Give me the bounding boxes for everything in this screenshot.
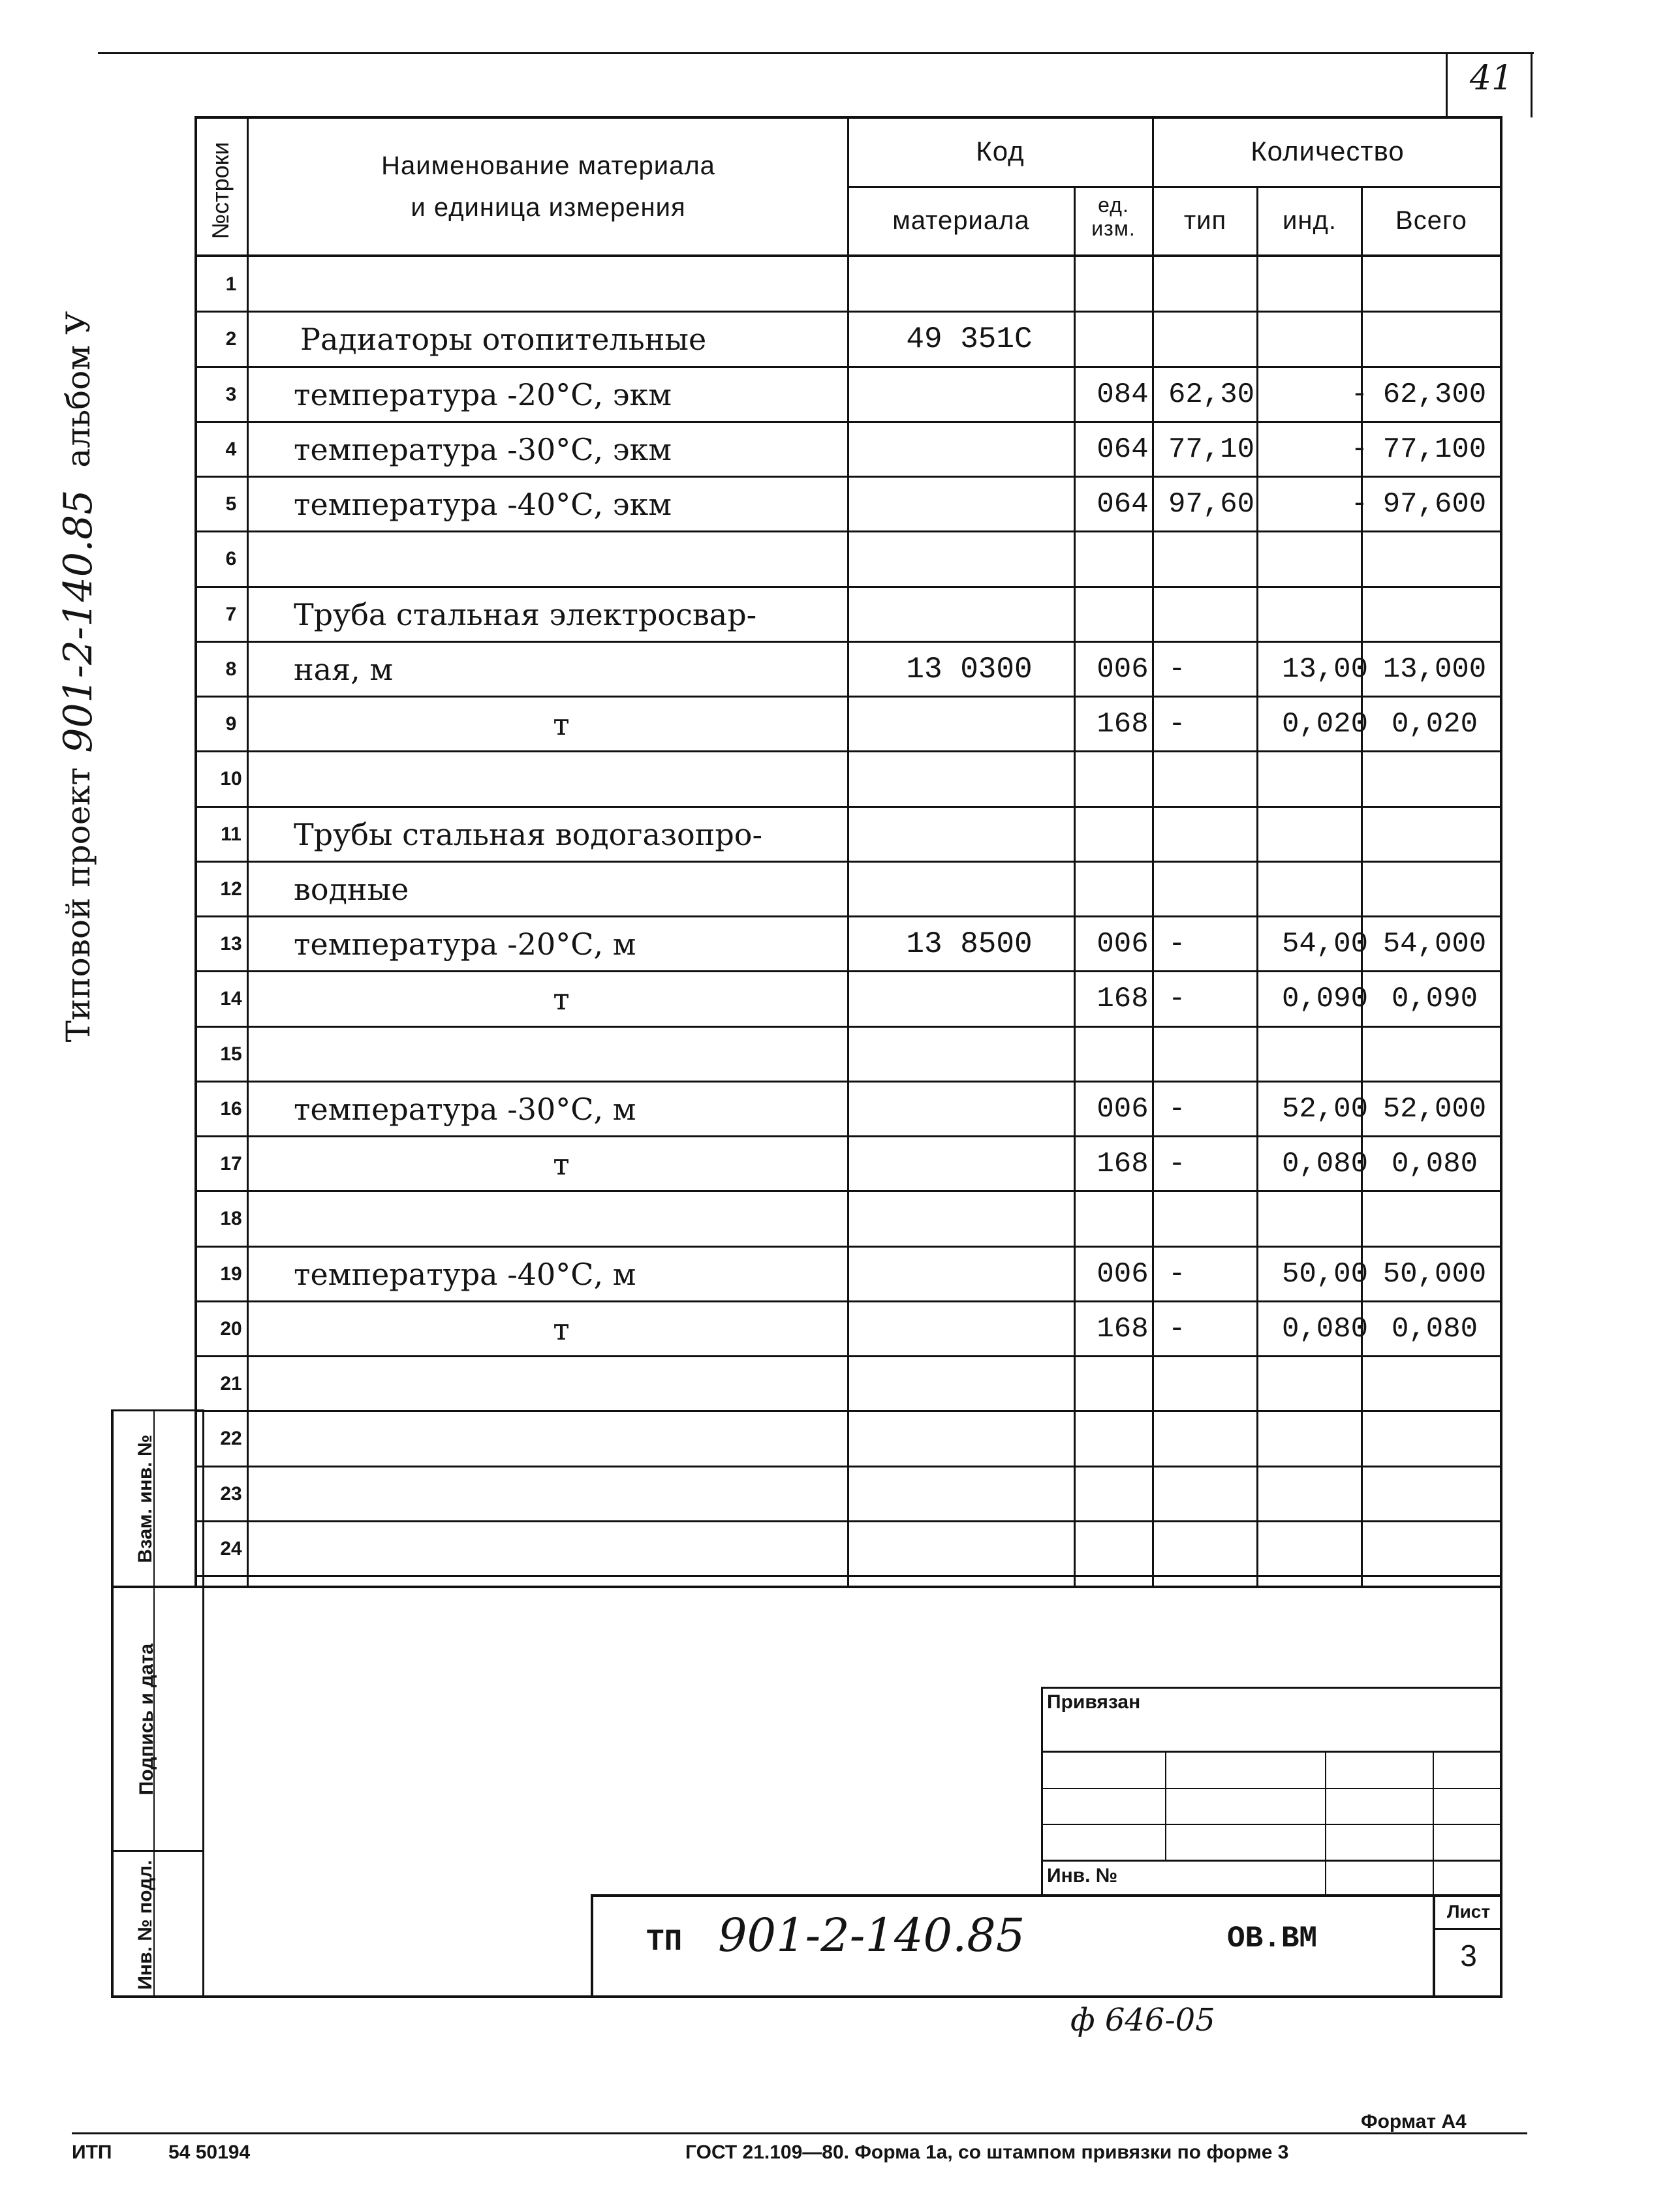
qty-ind: - (1350, 488, 1368, 521)
header-code-unit: ед. изм. (1091, 193, 1136, 240)
qty-ind: 0,020 (1281, 708, 1368, 741)
row-separator (195, 1575, 1501, 1577)
qty-type (1163, 752, 1271, 806)
margin-album-text: альбом У (59, 311, 97, 468)
row-number: 23 (220, 1482, 242, 1505)
material-code (855, 862, 1083, 917)
footer-line (72, 2132, 1527, 2134)
material-name: температура -40°С, м (294, 1256, 636, 1292)
qty-total: 0,080 (1391, 1148, 1478, 1181)
table-row (202, 587, 1501, 642)
title-prefix: ТП (646, 1925, 683, 1959)
material-code (855, 1247, 1083, 1302)
material-code: 13 8500 (906, 927, 1033, 962)
material-code (855, 532, 1083, 587)
qty-ind (1268, 587, 1372, 642)
qty-total: 50,000 (1382, 1257, 1487, 1291)
qty-total: 97,600 (1382, 488, 1487, 521)
title-block-top (591, 1894, 1502, 1897)
unit-code (1083, 587, 1162, 642)
qty-type (1163, 1522, 1271, 1576)
qty-total (1369, 862, 1500, 917)
material-name: ная, м (294, 651, 394, 687)
row-number: 6 (225, 548, 237, 570)
qty-ind: 52,00 (1281, 1092, 1368, 1126)
qty-total (1369, 807, 1500, 862)
unit-code: 064 (1097, 433, 1149, 466)
table-row (202, 367, 1501, 422)
row-number: 21 (220, 1373, 242, 1395)
table-row (202, 1027, 1501, 1082)
top-border-line (98, 52, 1534, 54)
qty-ind: 0,080 (1281, 1312, 1368, 1345)
table-row (202, 257, 1501, 312)
unit-code (1083, 862, 1162, 917)
qty-ind (1268, 312, 1372, 367)
title-block-sheet-divider (1433, 1894, 1435, 1998)
qty-total (1369, 1522, 1500, 1576)
qty-type: 77,10 (1168, 433, 1255, 466)
material-code (855, 752, 1083, 806)
frame-bottom-border (111, 1995, 1502, 1998)
qty-ind (1268, 807, 1372, 862)
qty-type: - (1168, 653, 1186, 686)
qty-type (1163, 312, 1271, 367)
row-number: 1 (225, 273, 237, 296)
material-name: т (553, 1311, 570, 1347)
privyazan-label: Привязан (1047, 1691, 1141, 1713)
qty-ind: 50,00 (1281, 1257, 1368, 1291)
privyazan-left (1041, 1687, 1043, 1896)
material-code (855, 1522, 1083, 1576)
qty-ind (1268, 1467, 1372, 1522)
row-number: 22 (220, 1428, 242, 1450)
qty-type (1163, 1411, 1271, 1466)
material-name: т (553, 1146, 570, 1182)
qty-total (1369, 1191, 1500, 1246)
side-stamp-vzam-inv: Взам. инв. № (134, 1434, 156, 1563)
row-number: 2 (225, 328, 237, 350)
material-name: температура -30°С, экм (294, 431, 672, 467)
material-code (855, 697, 1083, 752)
unit-code (1083, 532, 1162, 587)
title-block-left (591, 1894, 593, 1998)
sheet-label: Лист (1446, 1901, 1491, 1922)
row-number: 20 (220, 1317, 242, 1340)
unit-code: 064 (1097, 488, 1149, 521)
row-number: 14 (220, 988, 242, 1010)
unit-code (1083, 1191, 1162, 1246)
qty-ind (1268, 862, 1372, 917)
table-left-border (195, 116, 197, 1587)
qty-type (1163, 1027, 1271, 1082)
material-name: Трубы стальная водогазопро- (294, 816, 763, 852)
unit-code (1083, 1522, 1162, 1576)
page-number-box-left (1446, 52, 1448, 117)
row-number: 13 (220, 933, 242, 955)
row-number: 11 (221, 823, 241, 845)
material-name: температура -40°С, экм (294, 487, 672, 523)
qty-type (1163, 1467, 1271, 1522)
unit-code: 006 (1097, 1092, 1149, 1126)
material-code (855, 1357, 1083, 1411)
footer-itp: ИТП (72, 2142, 112, 2163)
unit-code (1083, 1027, 1162, 1082)
margin-project-number: 901-2-140.85 (55, 489, 101, 753)
unit-code: 168 (1097, 1148, 1149, 1181)
table-row (202, 477, 1501, 532)
qty-type: - (1168, 1148, 1186, 1181)
unit-code: 168 (1097, 1312, 1149, 1345)
frame-right-border (1500, 1586, 1502, 1998)
side-stamp-podpis-data: Подпись и дата (136, 1643, 157, 1796)
qty-type: - (1168, 1092, 1186, 1126)
material-code (855, 1411, 1083, 1466)
material-name: Радиаторы отопительные (300, 322, 707, 358)
header-quantity: Количество (1251, 136, 1405, 166)
row-number: 10 (220, 768, 242, 790)
header-code: Код (976, 136, 1025, 166)
material-code (855, 587, 1083, 642)
handwritten-note: ф 646-05 (1070, 2002, 1215, 2038)
material-code (855, 367, 1083, 422)
qty-ind (1268, 1522, 1372, 1576)
qty-total (1369, 1357, 1500, 1411)
table-row (202, 532, 1501, 587)
qty-ind (1268, 1191, 1372, 1246)
sheet-number: 3 (1460, 1939, 1477, 1973)
unit-code: 168 (1097, 983, 1149, 1016)
unit-code: 006 (1097, 928, 1149, 961)
header-qty-ind: инд. (1283, 206, 1337, 235)
format-label: Формат А4 (1361, 2111, 1467, 2132)
table-row (202, 752, 1501, 806)
table-row (202, 642, 1501, 697)
material-code (855, 1082, 1083, 1137)
header-row-number: №строки (207, 142, 234, 239)
material-name: водные (294, 871, 409, 907)
row-number: 16 (220, 1098, 242, 1120)
material-name: температура -30°С, м (294, 1091, 636, 1127)
unit-code: 084 (1097, 378, 1149, 411)
frame-inner-left (202, 1409, 204, 1998)
material-code (855, 1137, 1083, 1191)
header-name-line1: Наименование материала (381, 151, 715, 180)
qty-type: - (1168, 928, 1186, 961)
title-doc-code: ОВ.ВМ (1227, 1922, 1318, 1956)
qty-type: 62,30 (1168, 378, 1255, 411)
material-code (855, 422, 1083, 477)
row-number: 17 (220, 1153, 242, 1175)
row-number: 19 (220, 1263, 242, 1285)
qty-total (1369, 587, 1500, 642)
material-name: температура -20°С, экм (294, 376, 672, 412)
unit-code (1083, 257, 1162, 312)
material-code (855, 1467, 1083, 1522)
table-row (202, 917, 1501, 972)
table-row (202, 807, 1501, 862)
qty-type (1163, 1357, 1271, 1411)
header-qty-total: Всего (1395, 206, 1467, 235)
table-row (202, 972, 1501, 1026)
material-code: 13 0300 (906, 652, 1033, 686)
qty-ind (1268, 532, 1372, 587)
material-code (855, 1302, 1083, 1357)
row-number: 8 (225, 658, 237, 680)
qty-type: - (1168, 1312, 1186, 1345)
unit-code (1083, 1357, 1162, 1411)
row-number: 12 (220, 878, 242, 900)
margin-title-text: Типовой проект (59, 767, 97, 1043)
table-row (202, 1467, 1501, 1522)
qty-type: - (1168, 1257, 1186, 1291)
material-code: 49 351С (906, 322, 1033, 357)
row-number: 15 (220, 1043, 242, 1065)
footer-gost: ГОСТ 21.109—80. Форма 1а, со штампом привязки по форме 3 (685, 2142, 1289, 2163)
row-number: 9 (225, 713, 237, 735)
qty-ind (1268, 1411, 1372, 1466)
unit-code: 168 (1097, 708, 1149, 741)
qty-type: - (1168, 983, 1186, 1016)
qty-ind: 54,00 (1281, 928, 1368, 961)
qty-total (1369, 1467, 1500, 1522)
header-qty-type: тип (1183, 206, 1227, 235)
qty-total: 54,000 (1382, 928, 1487, 961)
header-code-material: материала (892, 206, 1030, 235)
table-row (202, 1082, 1501, 1137)
unit-code (1083, 807, 1162, 862)
material-name: т (553, 981, 570, 1017)
side-stamp-left (111, 1409, 114, 1998)
qty-ind (1268, 257, 1372, 312)
qty-total: 77,100 (1382, 433, 1487, 466)
table-row (202, 1522, 1501, 1576)
qty-ind: - (1350, 378, 1368, 411)
qty-ind: 0,090 (1281, 983, 1368, 1016)
table-bottom-border (111, 1586, 1502, 1588)
page-number: 41 (1469, 59, 1514, 98)
qty-type: 97,60 (1168, 488, 1255, 521)
material-name: температура -20°С, м (294, 927, 636, 962)
side-stamp-inv-podl: Инв. № подл. (134, 1860, 156, 1990)
row-number: 4 (225, 438, 237, 460)
qty-total (1369, 1411, 1500, 1466)
row-number: 18 (220, 1208, 242, 1230)
qty-ind: 0,080 (1281, 1148, 1368, 1181)
qty-ind (1268, 1357, 1372, 1411)
qty-total: 0,080 (1391, 1312, 1478, 1345)
material-code (855, 972, 1083, 1026)
title-project-number: 901-2-140.85 (718, 1909, 1025, 1962)
qty-total (1369, 312, 1500, 367)
table-row (202, 1137, 1501, 1191)
header-sub-divider (847, 186, 1501, 188)
qty-total (1369, 1027, 1500, 1082)
qty-type (1163, 1191, 1271, 1246)
qty-total: 62,300 (1382, 378, 1487, 411)
qty-total (1369, 532, 1500, 587)
table-row (202, 862, 1501, 917)
page-number-box-right (1531, 52, 1533, 117)
qty-ind (1268, 1027, 1372, 1082)
header-name-line2: и единица измерения (411, 193, 686, 222)
privyazan-col1 (1165, 1751, 1166, 1860)
table-row (202, 1191, 1501, 1246)
row-number: 3 (225, 383, 237, 405)
material-code (855, 257, 1083, 312)
table-row (202, 1247, 1501, 1302)
privyazan-inv-no: Инв. № (1047, 1865, 1118, 1886)
material-code (855, 1027, 1083, 1082)
qty-ind (1268, 752, 1372, 806)
row-number: 5 (225, 493, 237, 515)
qty-total: 52,000 (1382, 1092, 1487, 1126)
table-row (202, 312, 1501, 367)
qty-type (1163, 257, 1271, 312)
privyazan-col2 (1325, 1751, 1326, 1896)
unit-code (1083, 752, 1162, 806)
unit-code (1083, 1411, 1162, 1466)
qty-total: 0,020 (1391, 708, 1478, 741)
qty-type (1163, 532, 1271, 587)
table-row (202, 697, 1501, 752)
footer-code: 54 50194 (168, 2142, 251, 2163)
unit-code: 006 (1097, 653, 1149, 686)
unit-code (1083, 312, 1162, 367)
table-row (202, 1302, 1501, 1357)
row-number: 7 (225, 603, 237, 625)
qty-type: - (1168, 708, 1186, 741)
qty-total: 0,090 (1391, 983, 1478, 1016)
material-name: Труба стальная электросвар- (294, 596, 757, 632)
unit-code: 006 (1097, 1257, 1149, 1291)
material-code (855, 807, 1083, 862)
qty-type (1163, 862, 1271, 917)
qty-total: 13,000 (1382, 653, 1487, 686)
privyazan-col3 (1433, 1751, 1434, 1896)
row-number: 24 (220, 1537, 242, 1559)
material-code (855, 477, 1083, 532)
table-row (202, 422, 1501, 477)
qty-type (1163, 807, 1271, 862)
privyazan-top (1041, 1687, 1502, 1689)
left-margin-title (55, 311, 101, 1043)
qty-ind: 13,00 (1281, 653, 1368, 686)
qty-ind: - (1350, 433, 1368, 466)
qty-total (1369, 752, 1500, 806)
qty-type (1163, 587, 1271, 642)
table-row (202, 1357, 1501, 1411)
qty-total (1369, 257, 1500, 312)
unit-code (1083, 1467, 1162, 1522)
material-code (855, 1191, 1083, 1246)
title-block-sheet-line (1433, 1928, 1502, 1930)
material-name: т (553, 707, 570, 743)
table-row (202, 1411, 1501, 1466)
